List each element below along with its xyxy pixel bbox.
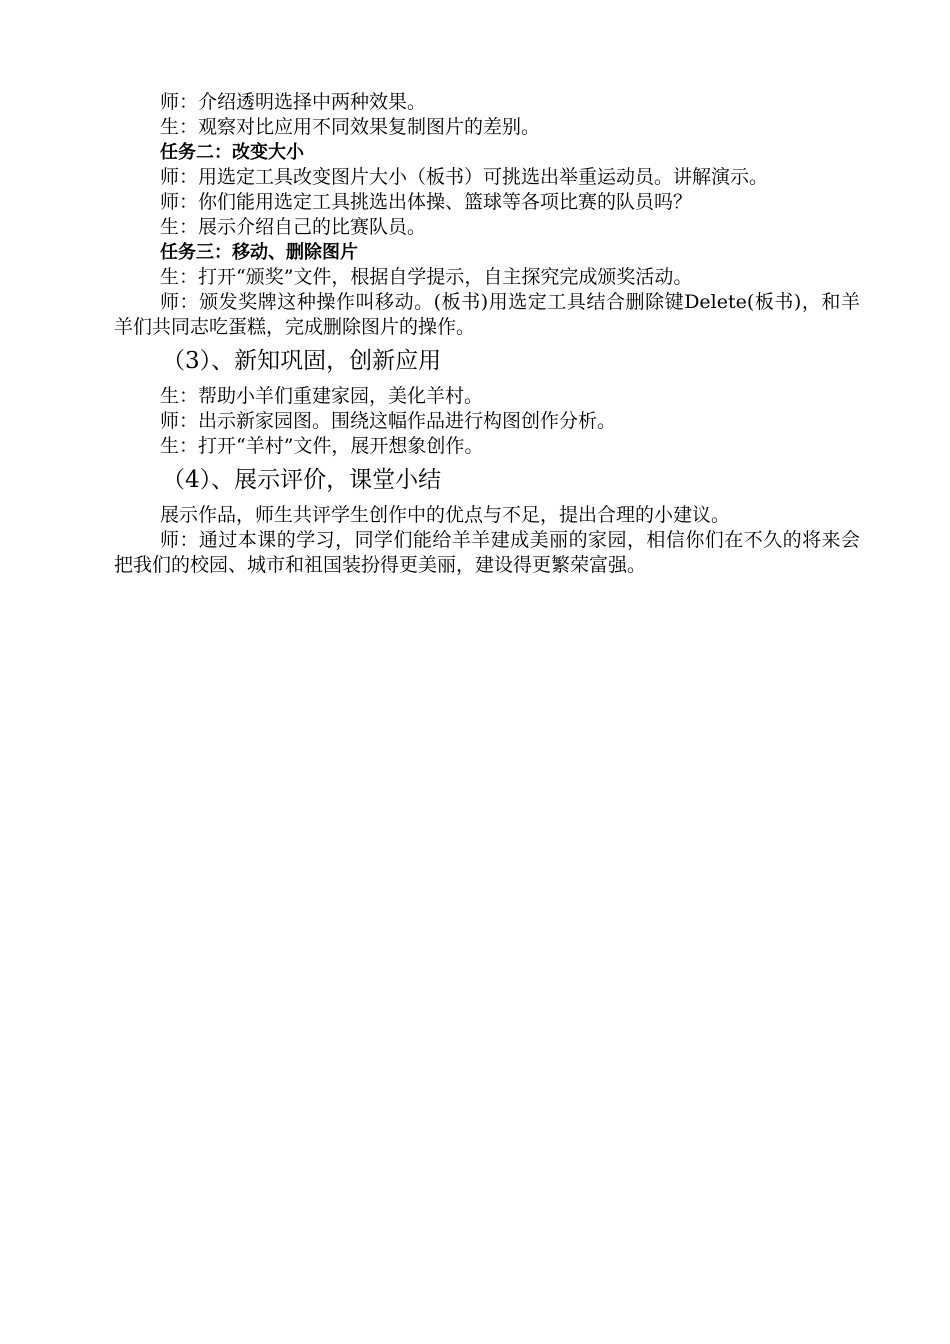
paragraph-teacher-move-delete: 师：颁发奖牌这种操作叫移动。(板书)用选定工具结合删除键Delete(板书)，和羊羊们共同志吃蛋糕，完成删除图片的操作。	[114, 291, 860, 338]
task-two-heading: 任务二：改变大小	[160, 142, 304, 163]
paragraph-teacher-summary: 师：通过本课的学习，同学们能给羊羊建成美丽的家园，相信你们在不久的将来会把我们的校园、城市和祖国装扮得更美丽，建设得更繁荣富强。	[114, 529, 860, 576]
paragraph-student-rebuild: 生：帮助小羊们重建家园，美化羊村。	[160, 385, 484, 407]
section-heading-3: （3）、新知巩固，创新应用	[162, 348, 442, 374]
paragraph-teacher-transparent-selection: 师：介绍透明选择中两种效果。	[160, 91, 427, 113]
paragraph-teacher-question: 师：你们能用选定工具挑选出体操、篮球等各项比赛的队员吗？	[160, 191, 693, 213]
task-three-heading: 任务三：移动、删除图片	[160, 242, 358, 263]
paragraph-student-show-team: 生：展示介绍自己的比赛队员。	[160, 216, 427, 238]
section-heading-4: （4）、展示评价，课堂小结	[162, 467, 442, 493]
paragraph-student-compare-effects: 生：观察对比应用不同效果复制图片的差别。	[160, 116, 541, 138]
paragraph-student-open-award: 生：打开“颁奖”文件，根据自学提示，自主探究完成颁奖活动。	[160, 266, 693, 288]
paragraph-teacher-resize: 师：用选定工具改变图片大小（板书）可挑选出举重运动员。讲解演示。	[160, 166, 769, 188]
document-page	[114, 90, 860, 578]
paragraph-show-works: 展示作品，师生共评学生创作中的优点与不足，提出合理的小建议。	[160, 504, 731, 526]
paragraph-teacher-new-home: 师：出示新家园图。围绕这幅作品进行构图创作分析。	[160, 410, 617, 432]
paragraph-student-open-village: 生：打开“羊村”文件，展开想象创作。	[160, 435, 484, 457]
